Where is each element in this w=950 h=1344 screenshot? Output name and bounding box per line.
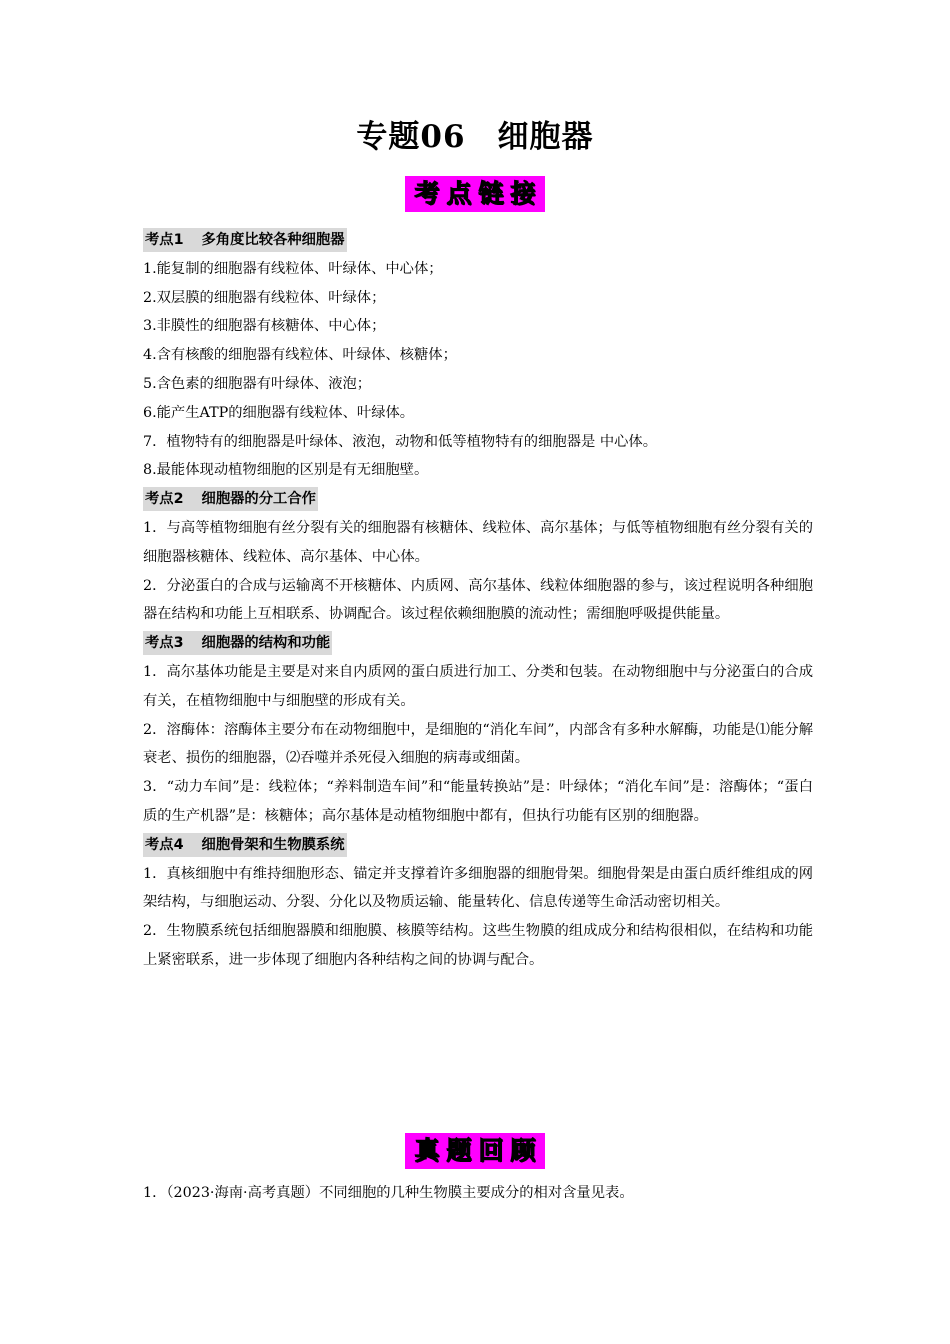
section-heading-num: 考点2 bbox=[145, 491, 184, 508]
section-heading-text: 细胞器的结构和功能 bbox=[201, 635, 331, 652]
section-heading-num: 考点4 bbox=[145, 836, 184, 853]
list-item: 1．高尔基体功能是主要是对来自内质网的蛋白质进行加工、分类和包装。在动物细胞中与分泌蛋白的合成有关，在植物细胞中与细胞壁的形成有关。 bbox=[143, 663, 813, 709]
list-item: 2．溶酶体：溶酶体主要分布在动物细胞中，是细胞的“消化车间”，内部含有多种水解酶，功能是⑴能分解衰老、损伤的细胞器，⑵吞噬并杀死侵入细胞的病毒或细菌。 bbox=[143, 721, 813, 767]
section-2 bbox=[143, 485, 813, 629]
section-heading bbox=[143, 228, 347, 252]
page-title: 专题06 细胞器 bbox=[356, 119, 594, 155]
section-1 bbox=[143, 226, 813, 485]
section-4 bbox=[143, 831, 813, 975]
content-body bbox=[143, 226, 813, 975]
section-heading bbox=[143, 833, 347, 857]
section-heading-text: 多角度比较各种细胞器 bbox=[201, 232, 345, 248]
list-item: 6.能产生ATP的细胞器有线粒体、叶绿体。 bbox=[143, 404, 415, 421]
list-item: 1.能复制的细胞器有线粒体、叶绿体、中心体； bbox=[143, 260, 443, 277]
list-item: 2．生物膜系统包括细胞器膜和细胞膜、核膜等结构。这些生物膜的组成成分和结构很相似，在结构和功能上紧密联系，进一步体现了细胞内各种结构之间的协调与配合。 bbox=[143, 923, 813, 968]
list-item: 3.非膜性的细胞器有核糖体、中心体； bbox=[143, 318, 386, 335]
list-item: 7．植物特有的细胞器是叶绿体、液泡，动物和低等植物特有的细胞器是 中心体。 bbox=[143, 433, 658, 450]
banner-zhenti-huigu: 真题回顾 bbox=[405, 1133, 544, 1169]
section-heading-text: 细胞器的分工合作 bbox=[201, 491, 316, 508]
banner-kaodian-wrap bbox=[0, 176, 950, 212]
list-item: 8.最能体现动植物细胞的区别是有无细胞壁。 bbox=[143, 462, 429, 479]
list-item: 5.含色素的细胞器有叶绿体、液泡； bbox=[143, 375, 372, 392]
section-heading bbox=[143, 631, 332, 655]
list-item: 2.双层膜的细胞器有线粒体、叶绿体； bbox=[143, 289, 386, 306]
section-heading-num: 考点3 bbox=[145, 635, 184, 652]
list-item: 2．分泌蛋白的合成与运输离不开核糖体、内质网、高尔基体、线粒体细胞器的参与，该过程说明各种细胞器在结构和功能上互相联系、协调配合。该过程依赖细胞膜的流动性；需细胞呼吸提供能量。 bbox=[143, 577, 813, 623]
question-1: 1．（2023·海南·高考真题）不同细胞的几种生物膜主要成分的相对含量见表。 bbox=[143, 1185, 634, 1201]
section-heading-num: 考点1 bbox=[145, 232, 184, 248]
section-heading bbox=[143, 487, 318, 511]
list-item: 1．与高等植物细胞有丝分裂有关的细胞器有核糖体、线粒体、高尔基体；与低等植物细胞有丝分裂有关的细胞器核糖体、线粒体、高尔基体、中心体。 bbox=[143, 519, 813, 565]
banner-zhenti-wrap bbox=[0, 1133, 950, 1169]
list-item: 3．“动力车间”是：线粒体；“养料制造车间”和“能量转换站”是：叶绿体；“消化车间”是：溶酶体；“蛋白质的生产机器”是：核糖体；高尔基体是动植物细胞中都有，但执行功能有区别的细胞器。 bbox=[143, 779, 813, 824]
section-3 bbox=[143, 629, 813, 831]
list-item: 1．真核细胞中有维持细胞形态、锚定并支撑着许多细胞器的细胞骨架。细胞骨架是由蛋白质纤维组成的网架结构，与细胞运动、分裂、分化以及物质运输、能量转化、信息传递等生命活动密切相关。 bbox=[143, 865, 813, 911]
banner-kaodian-lianjie: 考点链接 bbox=[405, 176, 544, 212]
section-heading-text: 细胞骨架和生物膜系统 bbox=[201, 836, 345, 853]
list-item: 4.含有核酸的细胞器有线粒体、叶绿体、核糖体； bbox=[143, 347, 457, 364]
